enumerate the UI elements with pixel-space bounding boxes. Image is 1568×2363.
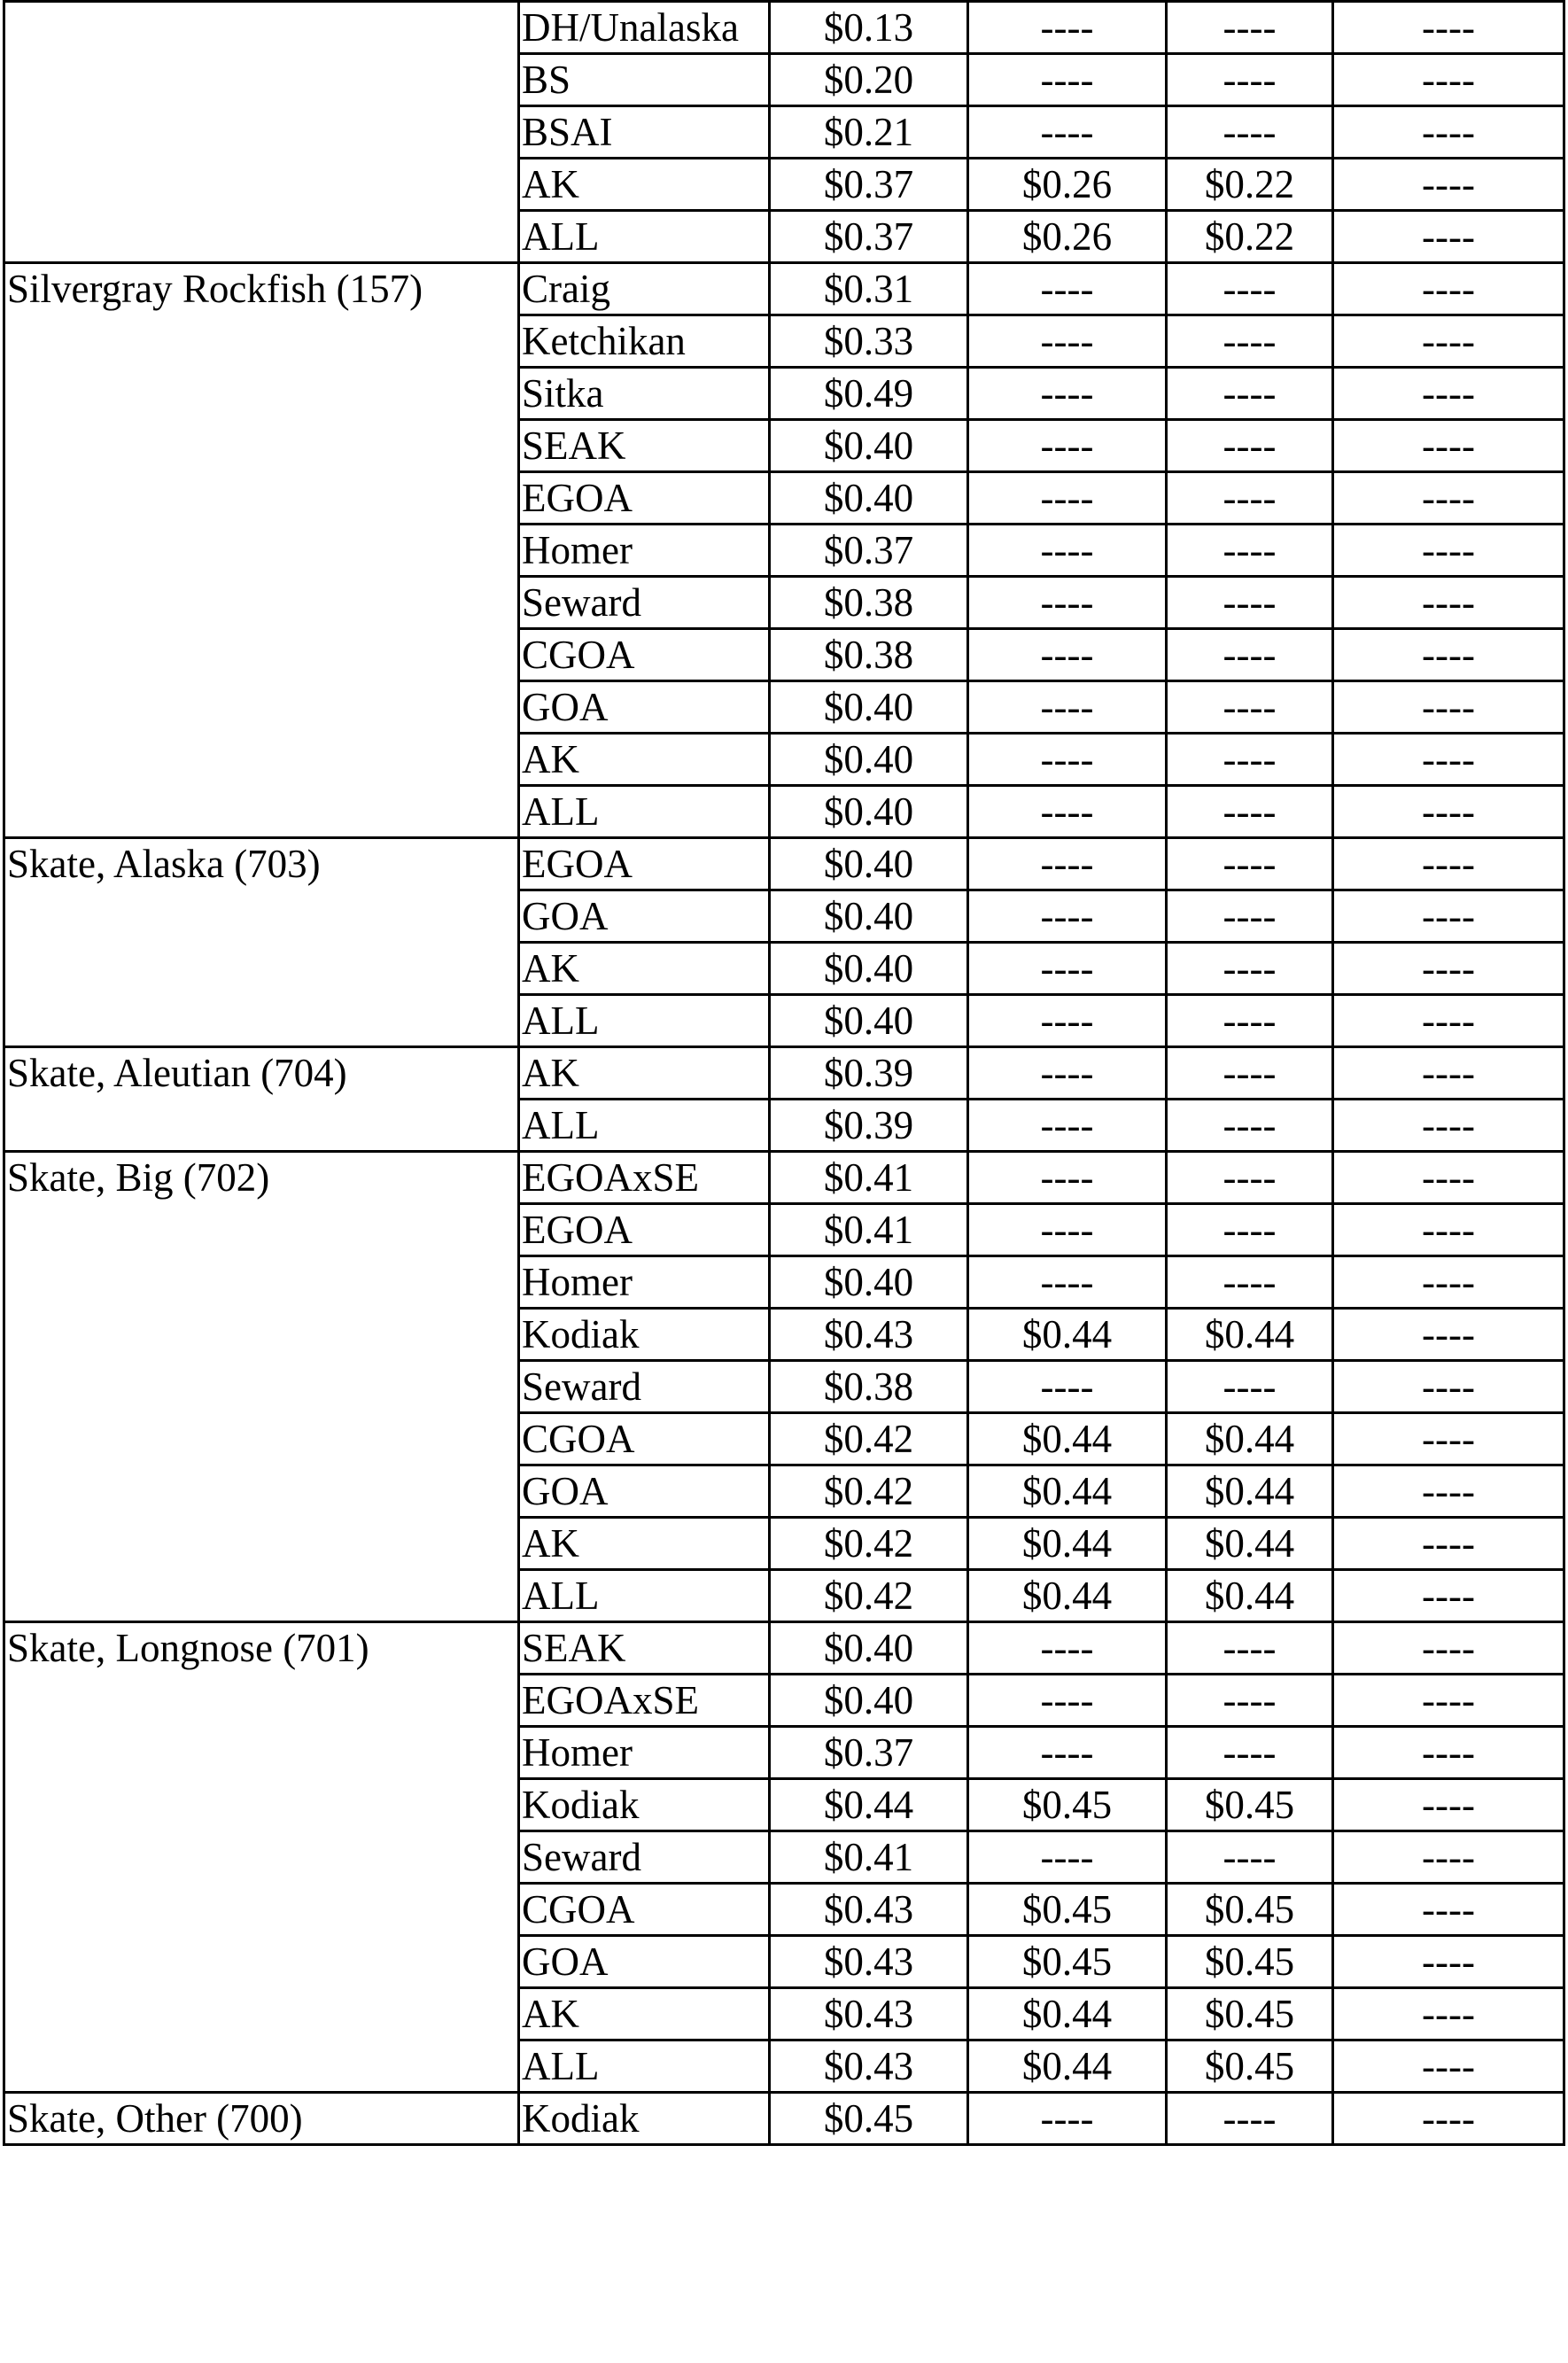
price-cell: $0.44 <box>1167 1570 1333 1622</box>
price-cell: ---- <box>968 1361 1167 1413</box>
price-cell: $0.44 <box>1167 1465 1333 1518</box>
table-row <box>4 1152 1564 1204</box>
price-cell: $0.45 <box>968 1936 1167 1988</box>
price-cell: $0.13 <box>770 2 968 54</box>
price-cell: $0.42 <box>770 1570 968 1622</box>
price-cell: ---- <box>1167 629 1333 681</box>
price-cell: $0.45 <box>1167 1936 1333 1988</box>
price-cell: ---- <box>968 995 1167 1047</box>
port-cell: GOA <box>519 681 770 734</box>
price-cell: ---- <box>1167 890 1333 943</box>
price-cell: ---- <box>1167 1622 1333 1675</box>
port-cell: GOA <box>519 890 770 943</box>
port-cell: Kodiak <box>519 1779 770 1831</box>
price-cell: $0.43 <box>770 1988 968 2040</box>
price-cell: ---- <box>1333 577 1564 629</box>
price-cell: $0.40 <box>770 838 968 890</box>
price-cell: ---- <box>1167 315 1333 368</box>
price-cell: $0.38 <box>770 1361 968 1413</box>
price-cell: ---- <box>1333 1675 1564 1727</box>
price-cell: ---- <box>968 263 1167 315</box>
price-cell: ---- <box>1167 368 1333 420</box>
price-cell: ---- <box>968 1204 1167 1256</box>
table-row <box>4 2 1564 54</box>
port-cell: EGOA <box>519 1204 770 1256</box>
port-cell: DH/Unalaska <box>519 2 770 54</box>
price-cell: ---- <box>1333 525 1564 577</box>
price-cell: ---- <box>1167 106 1333 159</box>
price-cell: $0.45 <box>770 2093 968 2145</box>
port-cell: ALL <box>519 995 770 1047</box>
price-cell: ---- <box>968 106 1167 159</box>
price-cell: $0.44 <box>968 1570 1167 1622</box>
price-cell: $0.21 <box>770 106 968 159</box>
price-cell: ---- <box>1333 1361 1564 1413</box>
price-cell: $0.44 <box>1167 1413 1333 1465</box>
price-cell: ---- <box>1333 263 1564 315</box>
port-cell: CGOA <box>519 1884 770 1936</box>
price-cell: ---- <box>1167 1204 1333 1256</box>
price-cell: $0.38 <box>770 629 968 681</box>
port-cell: Kodiak <box>519 1309 770 1361</box>
price-cell: $0.37 <box>770 211 968 263</box>
price-cell: ---- <box>1167 1152 1333 1204</box>
price-cell: $0.43 <box>770 1884 968 1936</box>
price-cell: $0.44 <box>1167 1309 1333 1361</box>
price-cell: $0.40 <box>770 786 968 838</box>
port-cell: AK <box>519 1518 770 1570</box>
price-cell: ---- <box>1333 1309 1564 1361</box>
price-table-body <box>4 2 1564 2145</box>
price-cell: ---- <box>1167 1100 1333 1152</box>
price-cell: ---- <box>1167 681 1333 734</box>
price-cell: ---- <box>968 629 1167 681</box>
price-cell: $0.33 <box>770 315 968 368</box>
port-cell: CGOA <box>519 629 770 681</box>
price-cell: $0.45 <box>1167 2040 1333 2093</box>
price-cell: ---- <box>1333 1884 1564 1936</box>
port-cell: AK <box>519 734 770 786</box>
price-cell: ---- <box>1167 420 1333 472</box>
price-cell: ---- <box>1333 1152 1564 1204</box>
species-cell: Skate, Alaska (703) <box>4 838 519 1047</box>
price-cell: $0.45 <box>968 1884 1167 1936</box>
price-cell: ---- <box>1167 525 1333 577</box>
price-cell: ---- <box>1333 681 1564 734</box>
price-table <box>3 0 1565 2146</box>
port-cell: GOA <box>519 1465 770 1518</box>
price-cell: ---- <box>1167 1256 1333 1309</box>
price-cell: ---- <box>968 1047 1167 1100</box>
price-cell: ---- <box>1167 577 1333 629</box>
price-cell: $0.40 <box>770 1622 968 1675</box>
port-cell: ALL <box>519 1100 770 1152</box>
price-cell: ---- <box>968 890 1167 943</box>
price-cell: $0.40 <box>770 472 968 525</box>
price-cell: ---- <box>1333 1047 1564 1100</box>
port-cell: Homer <box>519 1727 770 1779</box>
price-cell: ---- <box>1167 472 1333 525</box>
port-cell: ALL <box>519 211 770 263</box>
price-cell: ---- <box>1333 1518 1564 1570</box>
price-cell: ---- <box>1333 1831 1564 1884</box>
price-cell: ---- <box>1333 54 1564 106</box>
price-cell: $0.44 <box>968 2040 1167 2093</box>
price-cell: ---- <box>1167 263 1333 315</box>
price-cell: $0.39 <box>770 1100 968 1152</box>
price-cell: ---- <box>1333 1570 1564 1622</box>
price-cell: ---- <box>968 368 1167 420</box>
price-cell: ---- <box>968 54 1167 106</box>
price-cell: ---- <box>1167 1675 1333 1727</box>
port-cell: AK <box>519 1988 770 2040</box>
price-cell: ---- <box>1333 315 1564 368</box>
price-cell: ---- <box>1167 838 1333 890</box>
price-cell: $0.38 <box>770 577 968 629</box>
price-cell: ---- <box>1167 786 1333 838</box>
price-cell: $0.37 <box>770 525 968 577</box>
price-cell: ---- <box>968 1727 1167 1779</box>
price-cell: ---- <box>1167 995 1333 1047</box>
price-cell: ---- <box>968 1152 1167 1204</box>
price-cell: ---- <box>1333 1256 1564 1309</box>
port-cell: AK <box>519 1047 770 1100</box>
price-cell: ---- <box>1333 1936 1564 1988</box>
port-cell: EGOAxSE <box>519 1675 770 1727</box>
price-cell: ---- <box>1167 54 1333 106</box>
price-cell: ---- <box>968 577 1167 629</box>
port-cell: BSAI <box>519 106 770 159</box>
port-cell: Homer <box>519 1256 770 1309</box>
price-cell: $0.44 <box>968 1518 1167 1570</box>
species-cell: Silvergray Rockfish (157) <box>4 263 519 838</box>
port-cell: ALL <box>519 1570 770 1622</box>
price-cell: ---- <box>1333 838 1564 890</box>
table-row <box>4 2093 1564 2145</box>
price-cell: ---- <box>1333 2093 1564 2145</box>
price-cell: ---- <box>1333 734 1564 786</box>
price-cell: $0.43 <box>770 2040 968 2093</box>
price-cell: ---- <box>1167 1361 1333 1413</box>
port-cell: AK <box>519 159 770 211</box>
price-cell: $0.43 <box>770 1309 968 1361</box>
price-cell: ---- <box>968 315 1167 368</box>
price-cell: ---- <box>968 838 1167 890</box>
price-cell: ---- <box>968 2093 1167 2145</box>
port-cell: Homer <box>519 525 770 577</box>
price-cell: ---- <box>968 1622 1167 1675</box>
price-cell: $0.41 <box>770 1831 968 1884</box>
port-cell: Craig <box>519 263 770 315</box>
price-cell: $0.40 <box>770 420 968 472</box>
price-cell: ---- <box>968 1831 1167 1884</box>
price-cell: ---- <box>1333 786 1564 838</box>
port-cell: Seward <box>519 1361 770 1413</box>
port-cell: SEAK <box>519 420 770 472</box>
price-cell: $0.22 <box>1167 159 1333 211</box>
price-cell: $0.22 <box>1167 211 1333 263</box>
price-cell: ---- <box>968 786 1167 838</box>
price-cell: ---- <box>1167 734 1333 786</box>
port-cell: AK <box>519 943 770 995</box>
species-cell: Skate, Longnose (701) <box>4 1622 519 2093</box>
price-cell: ---- <box>1333 159 1564 211</box>
price-cell: $0.44 <box>968 1413 1167 1465</box>
port-cell: BS <box>519 54 770 106</box>
price-cell: ---- <box>1167 2 1333 54</box>
price-cell: ---- <box>968 1256 1167 1309</box>
price-cell: ---- <box>968 681 1167 734</box>
price-cell: ---- <box>1333 1465 1564 1518</box>
price-cell: ---- <box>1333 1779 1564 1831</box>
price-cell: ---- <box>1167 1831 1333 1884</box>
table-row <box>4 263 1564 315</box>
price-cell: $0.26 <box>968 211 1167 263</box>
price-cell: ---- <box>968 734 1167 786</box>
price-cell: $0.40 <box>770 734 968 786</box>
price-cell: $0.49 <box>770 368 968 420</box>
species-cell: Skate, Other (700) <box>4 2093 519 2145</box>
price-cell: $0.41 <box>770 1152 968 1204</box>
table-row <box>4 1047 1564 1100</box>
price-cell: $0.40 <box>770 890 968 943</box>
price-cell: ---- <box>968 1675 1167 1727</box>
price-cell: ---- <box>1167 1727 1333 1779</box>
price-cell: $0.20 <box>770 54 968 106</box>
price-cell: $0.44 <box>968 1988 1167 2040</box>
price-cell: $0.41 <box>770 1204 968 1256</box>
species-cell: Skate, Aleutian (704) <box>4 1047 519 1152</box>
price-cell: ---- <box>1333 1727 1564 1779</box>
price-cell: ---- <box>1333 943 1564 995</box>
price-cell: ---- <box>1333 1413 1564 1465</box>
price-cell: $0.45 <box>1167 1988 1333 2040</box>
price-cell: $0.45 <box>1167 1779 1333 1831</box>
price-cell: ---- <box>1333 420 1564 472</box>
price-cell: ---- <box>1167 2093 1333 2145</box>
port-cell: EGOA <box>519 472 770 525</box>
price-cell: $0.44 <box>1167 1518 1333 1570</box>
price-cell: $0.37 <box>770 1727 968 1779</box>
price-cell: ---- <box>968 943 1167 995</box>
price-cell: ---- <box>1333 995 1564 1047</box>
price-cell: ---- <box>1333 472 1564 525</box>
port-cell: Sitka <box>519 368 770 420</box>
price-cell: $0.40 <box>770 943 968 995</box>
price-cell: $0.39 <box>770 1047 968 1100</box>
port-cell: ALL <box>519 786 770 838</box>
port-cell: CGOA <box>519 1413 770 1465</box>
price-cell: $0.42 <box>770 1413 968 1465</box>
price-cell: ---- <box>1333 1100 1564 1152</box>
port-cell: Seward <box>519 1831 770 1884</box>
price-cell: ---- <box>968 525 1167 577</box>
port-cell: EGOAxSE <box>519 1152 770 1204</box>
price-cell: $0.42 <box>770 1465 968 1518</box>
species-cell <box>4 2 519 263</box>
port-cell: ALL <box>519 2040 770 2093</box>
price-cell: ---- <box>1333 629 1564 681</box>
price-cell: ---- <box>1333 368 1564 420</box>
price-cell: $0.31 <box>770 263 968 315</box>
price-cell: $0.26 <box>968 159 1167 211</box>
port-cell: Kodiak <box>519 2093 770 2145</box>
price-cell: ---- <box>1333 1622 1564 1675</box>
port-cell: SEAK <box>519 1622 770 1675</box>
price-cell: ---- <box>1333 1988 1564 2040</box>
price-cell: ---- <box>1333 890 1564 943</box>
price-cell: $0.37 <box>770 159 968 211</box>
price-cell: ---- <box>1167 943 1333 995</box>
price-cell: $0.44 <box>968 1465 1167 1518</box>
price-cell: ---- <box>1333 1204 1564 1256</box>
price-cell: ---- <box>1333 211 1564 263</box>
price-cell: $0.40 <box>770 1675 968 1727</box>
price-cell: ---- <box>968 420 1167 472</box>
price-cell: ---- <box>1333 2040 1564 2093</box>
price-cell: $0.44 <box>968 1309 1167 1361</box>
price-cell: ---- <box>968 1100 1167 1152</box>
price-cell: ---- <box>968 2 1167 54</box>
price-cell: ---- <box>1333 106 1564 159</box>
price-cell: $0.40 <box>770 1256 968 1309</box>
price-cell: $0.44 <box>770 1779 968 1831</box>
price-cell: $0.40 <box>770 681 968 734</box>
price-cell: $0.42 <box>770 1518 968 1570</box>
port-cell: Ketchikan <box>519 315 770 368</box>
price-cell: ---- <box>1333 2 1564 54</box>
price-cell: $0.45 <box>1167 1884 1333 1936</box>
price-cell: $0.40 <box>770 995 968 1047</box>
price-cell: $0.45 <box>968 1779 1167 1831</box>
port-cell: EGOA <box>519 838 770 890</box>
price-cell: ---- <box>968 472 1167 525</box>
port-cell: Seward <box>519 577 770 629</box>
table-row <box>4 838 1564 890</box>
price-cell: ---- <box>1167 1047 1333 1100</box>
price-cell: $0.43 <box>770 1936 968 1988</box>
table-row <box>4 1622 1564 1675</box>
port-cell: GOA <box>519 1936 770 1988</box>
species-cell: Skate, Big (702) <box>4 1152 519 1622</box>
